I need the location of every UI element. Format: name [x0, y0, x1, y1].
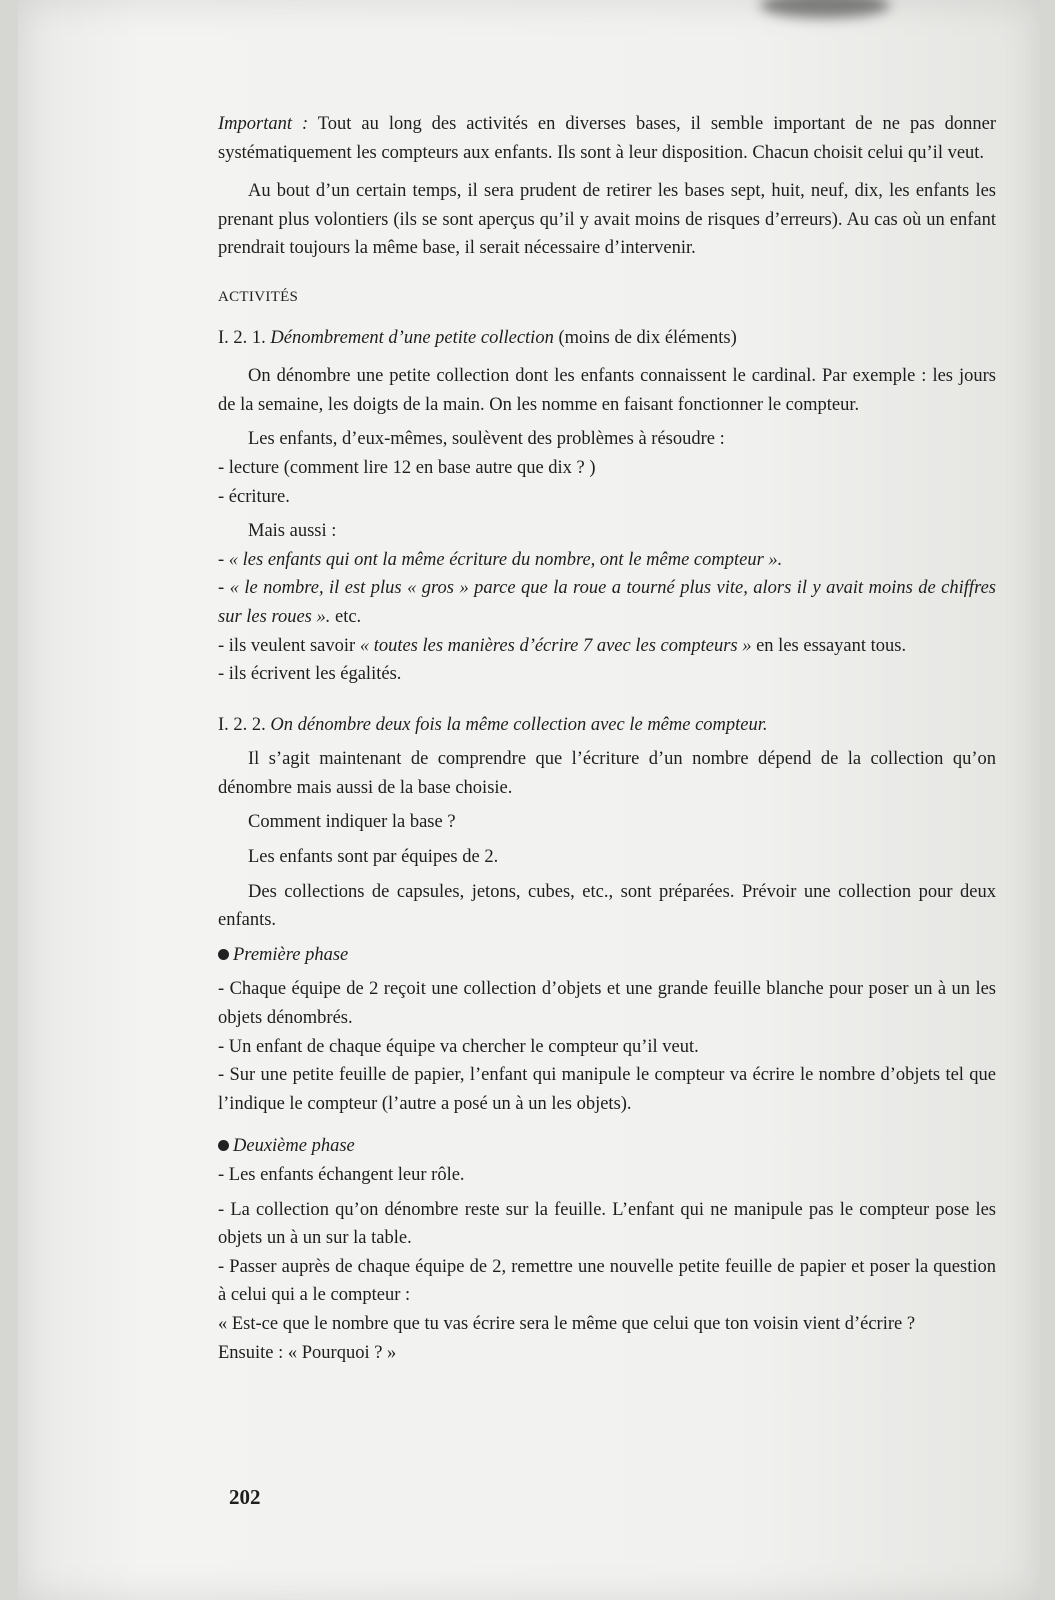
- phase-2-title: Deuxième phase: [218, 1132, 996, 1161]
- section-2-name: On dénombre deux fois la même collection avec le même compteur.: [265, 714, 768, 735]
- s1-list-ways: [218, 632, 996, 661]
- phase-2-item: « Est-ce que le nombre que tu vas écrire sera le même que celui que ton voisin vient d’écrire ?: [218, 1313, 916, 1334]
- s1-ways-a: - ils veulent savoir: [218, 635, 360, 656]
- paragraph-bases: Au bout d’un certain temps, il sera prudent de retirer les bases sept, huit, neuf, dix, les enfants les prenant plus volontiers (ils se sont aperçus qu’il y avait moins de risques d’erreurs). Au cas où un enfant prendrait toujours la même base, il serait nécessaire d’intervenir.: [218, 181, 996, 259]
- phase-2-item: - Passer auprès de chaque équipe de 2, remettre une nouvelle petite feuille de papier et poser la question à celui qui a le compteur :: [218, 1256, 996, 1306]
- section-2-title: [218, 711, 996, 740]
- s1-quote-1: - « les enfants qui ont la même écriture du nombre, ont le même compteur ».: [218, 549, 783, 570]
- book-page: [18, 0, 1040, 1600]
- phase-2-item: - Les enfants échangent leur rôle.: [218, 1165, 465, 1185]
- phase-1-item: - Sur une petite feuille de papier, l’enfant qui manipule le compteur va écrire le nombre d’objets tel que l’indique le compteur (l’autre a posé un à un les objets).: [218, 1065, 996, 1114]
- scan-smudge: [760, 0, 890, 18]
- s1-paragraph-2: Les enfants, d’eux-mêmes, soulèvent des problèmes à résoudre :: [248, 429, 725, 450]
- s1-quote-2: [218, 574, 996, 631]
- phase-1-item: - Chaque équipe de 2 reçoit une collection d’objets et une grande feuille blanche pour poser un à un les objets dénombrés.: [218, 979, 996, 1029]
- s1-list-lecture: - lecture (comment lire 12 en base autre que dix ? ): [218, 457, 596, 478]
- s1-list-egalites: - ils écrivent les égalités.: [218, 664, 402, 685]
- s1-paragraph-1: On dénombre une petite collection dont les enfants connaissent le cardinal. Par exemple : les jours de la semaine, les doigts de la main. On les nomme en faisant fonctionner le compteur.: [218, 366, 996, 415]
- phase-2-item: - La collection qu’on dénombre reste sur la feuille. L’enfant qui ne manipule pas le compteur pose les objets un à un sur la table.: [218, 1199, 996, 1249]
- section-heading: ACTIVITÉS: [218, 288, 299, 305]
- page-text: [218, 110, 996, 1367]
- s2-paragraph-1: Il s’agit maintenant de comprendre que l’écriture d’un nombre dépend de la collection qu’on dénombre mais aussi de la base choisie.: [218, 749, 996, 798]
- section-1-title: [218, 324, 996, 353]
- s1-ways-c: en les essayant tous.: [751, 635, 907, 656]
- section-1-number: I. 2. 1.: [218, 327, 266, 348]
- important-body: Tout au long des activités en diverses bases, il semble important de ne pas donner systématiquement les compteurs aux enfants. Ils sont à leur disposition. Chacun choisit celui qu’il veut.: [218, 114, 996, 163]
- s1-ways-b: « toutes les manières d’écrire 7 avec les compteurs »: [359, 635, 752, 656]
- s1-mais-aussi: Mais aussi :: [248, 521, 337, 542]
- section-1-note: (moins de dix éléments): [553, 327, 737, 348]
- phase-1-item: - Un enfant de chaque équipe va chercher le compteur qu’il veut.: [218, 1036, 699, 1057]
- s1-quote-2-text: - « le nombre, il est plus « gros » parce que la roue a tourné plus vite, alors il y avait moins de chiffres sur les roues ».: [218, 578, 996, 627]
- s2-paragraph-4: Des collections de capsules, jetons, cubes, etc., sont préparées. Prévoir une collection pour deux enfants.: [218, 881, 996, 931]
- s1-list-ecriture: - écriture.: [218, 486, 290, 507]
- s2-paragraph-3: Les enfants sont par équipes de 2.: [248, 847, 499, 868]
- section-2-number: I. 2. 2.: [218, 714, 266, 735]
- important-paragraph: [218, 110, 996, 167]
- s2-paragraph-2: Comment indiquer la base ?: [248, 812, 456, 833]
- phase-2-item: Ensuite : « Pourquoi ? »: [218, 1342, 397, 1363]
- page-number: 202: [229, 1485, 261, 1509]
- section-1-name: Dénombrement d’une petite collection: [265, 327, 554, 348]
- phase-1-title: Première phase: [218, 941, 996, 970]
- s1-quote-2-etc: etc.: [330, 606, 362, 627]
- important-label: Important :: [218, 114, 309, 134]
